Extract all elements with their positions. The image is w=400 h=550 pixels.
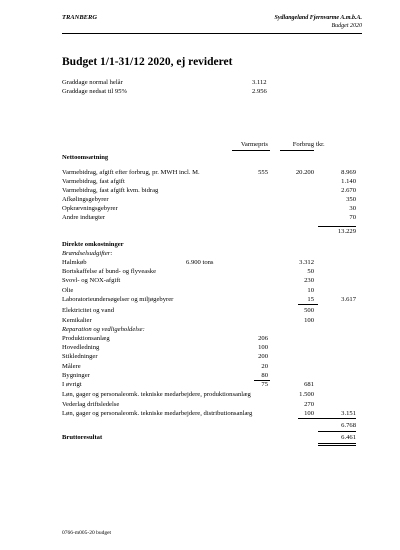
- lon-row-forbrug: 270: [304, 400, 314, 408]
- lon-row-label: Løn, gager og personaleomk. tekniske medarbejdere, distributionsanlæg: [62, 410, 253, 417]
- direkte-total-rule: [318, 431, 356, 432]
- header-right: [275, 14, 362, 30]
- netto-total-rule: [318, 226, 356, 227]
- braendsel-row-label: Olie: [62, 286, 74, 294]
- lon-row-tkr: 3.151: [341, 410, 356, 417]
- netto-row-tkr: 30: [349, 205, 356, 212]
- netto-row-varmepris: 555: [258, 169, 268, 176]
- header-divider: [62, 33, 362, 34]
- reparation-row-varmepris: 206: [258, 335, 268, 342]
- braendsel-row-label: Halmkøb: [62, 259, 87, 266]
- braendsel-rule: [298, 304, 318, 305]
- section-brutto: Bruttoresultat: [62, 434, 103, 441]
- reparation-rule: [254, 380, 270, 381]
- graddage-value-2: 2.956: [252, 88, 267, 95]
- el-row-forbrug: 500: [304, 307, 314, 314]
- netto-row-label: Varmebidrag, afgift efter forbrug, pr. MWH incl. M.: [62, 169, 200, 176]
- braendsel-row-label: Bortskaffelse af bund- og flyveaske: [62, 268, 156, 276]
- lon-row-forbrug: 1.500: [299, 391, 314, 398]
- netto-row-tkr: 1.140: [341, 178, 356, 185]
- netto-row-tkr: 350: [346, 196, 356, 203]
- braendsel-row-forbrug: 3.312: [299, 259, 314, 266]
- reparation-row-forbrug: 681: [304, 381, 314, 388]
- netto-row-tkr: 70: [349, 214, 356, 221]
- netto-row-tkr: 2.670: [341, 187, 356, 194]
- braendsel-row-forbrug: 10: [307, 286, 314, 294]
- page-title: Budget 1/1-31/12 2020, ej revideret: [62, 56, 233, 68]
- el-row-forbrug: 100: [304, 316, 314, 324]
- section-braendsel: Brændselsudgifter:: [62, 250, 113, 257]
- braendsel-row-label: Svovl- og NOX-afgift: [62, 277, 121, 285]
- brutto-value: 6.461: [341, 434, 356, 441]
- netto-row-tkr: 8.969: [341, 169, 356, 176]
- reparation-row-varmepris: 75: [261, 381, 268, 388]
- netto-row-label: Afkølingsgebyrer: [62, 196, 109, 203]
- lon-row-forbrug: 100: [304, 410, 314, 417]
- reparation-row-varmepris: 200: [258, 353, 268, 361]
- brutto-rule-2: [318, 445, 356, 446]
- reparation-row-label: Stikledninger: [62, 353, 98, 361]
- netto-row-label: Varmebidrag, fast afgift: [62, 178, 125, 185]
- el-row-label: Kemikalier: [62, 316, 92, 324]
- lon-row-label: Løn, gager og personaleomk. tekniske medarbejdere, produktionsanlæg: [62, 391, 251, 398]
- netto-row-label: Andre indtægter: [62, 214, 106, 221]
- netto-total: 13.229: [337, 228, 356, 235]
- reparation-row-label: Produktionsanlæg: [62, 335, 110, 342]
- reparation-row-label: I øvrigt: [62, 381, 82, 388]
- col-header-tkr: tkr.: [316, 141, 325, 148]
- reparation-row-label: Målere: [62, 362, 81, 370]
- reparation-row-label: Bygninger: [62, 371, 90, 379]
- document-subtitle: Budget 2020: [331, 23, 362, 29]
- reparation-row-varmepris: 20: [261, 362, 268, 370]
- section-reparation: Reparation og vedligeholdelse:: [62, 326, 145, 333]
- direkte-total: 6.768: [341, 422, 356, 429]
- section-direkte: Direkte omkostninger: [62, 241, 124, 248]
- footer-reference: 0766-m005-20 budget: [62, 530, 112, 536]
- company-short-name: TRANBERG: [62, 14, 98, 21]
- el-row-label: Elektricitet og vand: [62, 307, 114, 314]
- lon-row-label: Vederlag driftsledelse: [62, 400, 120, 408]
- netto-row-label: Varmebidrag, fast afgift kvm. bidrag: [62, 187, 159, 194]
- braendsel-row-forbrug: 15: [307, 295, 314, 303]
- company-name: Sydlangeland Fjernvarme A.m.b.A.: [274, 15, 362, 21]
- netto-row-forbrug: 20.200: [295, 169, 314, 176]
- braendsel-row-forbrug: 230: [304, 277, 314, 285]
- col-header-varmepris: Varmepris: [240, 141, 268, 148]
- graddage-value-1: 3.112: [252, 79, 267, 86]
- netto-row-label: Opkrævningsgebyrer: [62, 205, 118, 212]
- col-header-forbrug: Forbrug: [292, 141, 314, 148]
- brutto-rule-1: [318, 443, 356, 444]
- graddage-label-2: Graddage nedsat til 95%: [62, 88, 128, 95]
- braendsel-row-tkr: 3.617: [341, 295, 356, 303]
- braendsel-row-forbrug: 50: [307, 268, 314, 276]
- reparation-row-label: Hovedledning: [62, 344, 100, 352]
- reparation-row-varmepris: 80: [261, 371, 268, 379]
- col-rule-varmepris: [232, 150, 270, 151]
- graddage-label-1: Graddage normal helår: [62, 79, 123, 86]
- lon-tkr-rule: [318, 418, 356, 419]
- reparation-row-varmepris: 100: [258, 344, 268, 352]
- col-rule-forbrug: [280, 150, 314, 151]
- lon-rule: [298, 418, 318, 419]
- braendsel-row-label: Laboratorieundersøgelser og miljøgebyrer: [62, 295, 174, 303]
- braendsel-row-extra: 6.900 tons: [186, 259, 214, 266]
- section-netto: Nettoomsætning: [62, 154, 109, 161]
